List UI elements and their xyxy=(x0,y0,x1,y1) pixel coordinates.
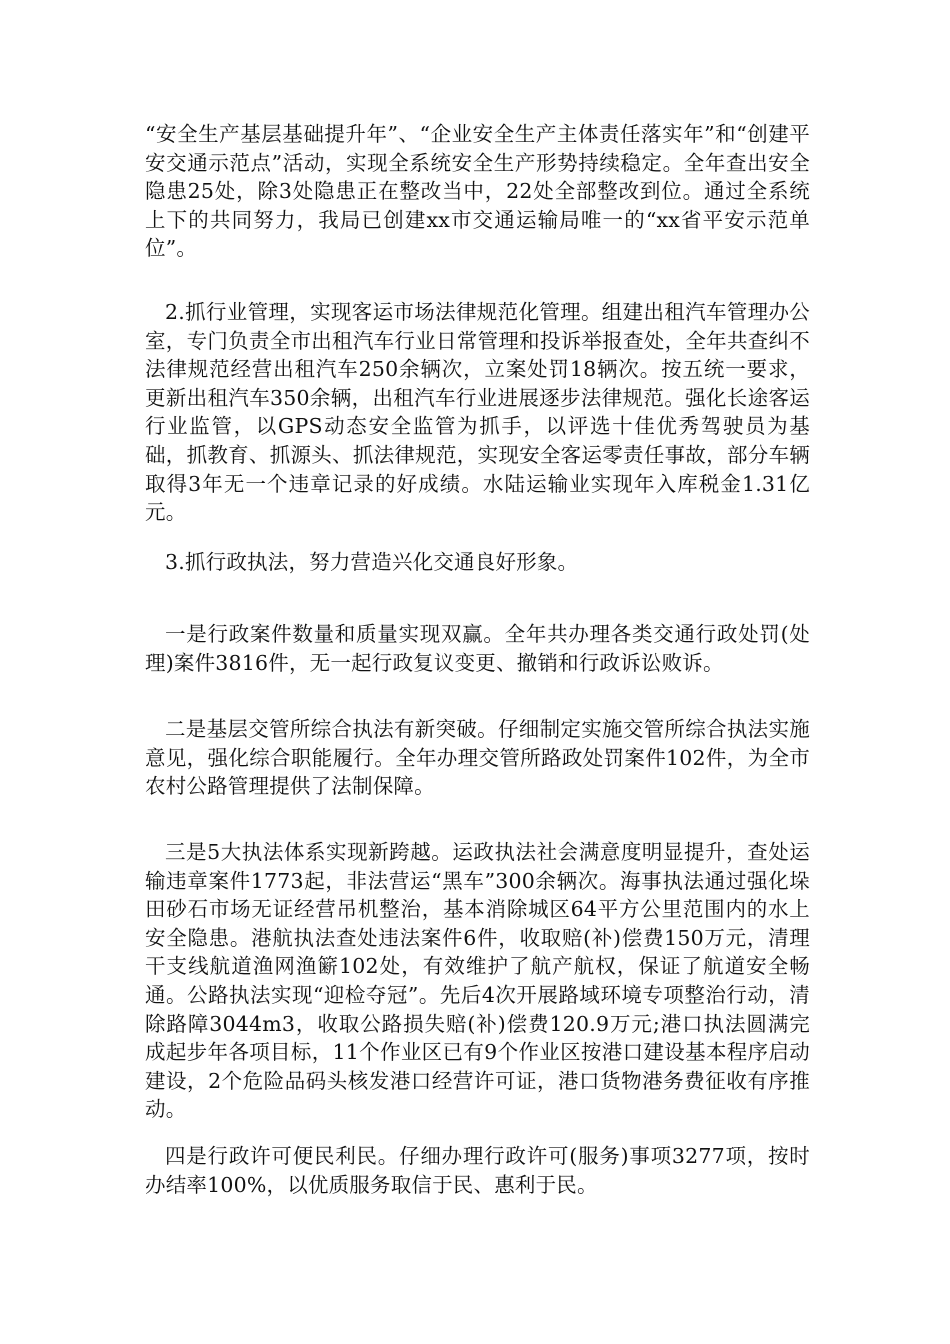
paragraph-grassroots-enforcement: 二是基层交管所综合执法有新突破。仔细制定实施交管所综合执法实施意见，强化综合职能履行。全年办理交管所路政处罚案件102件，为全市农村公路管理提供了法制保障。 xyxy=(145,717,810,799)
paragraph-administrative-enforcement-heading: 3.抓行政执法，努力营造兴化交通良好形象。 xyxy=(165,550,579,574)
paragraph-industry-management: 2.抓行业管理，实现客运市场法律规范化管理。组建出租汽车管理办公室，专门负责全市出租汽车行业日常管理和投诉举报查处，全年共查纠不法律规范经营出租汽车250余辆次，立案处罚18辆次。按五统一要求，更新出租汽车350余辆，出租汽车行业进展逐步法律规范。强化长途客运行业监管，以GPS动态安全监管为抓手，以评选十佳优秀驾驶员为基础，抓教育、抓源头、抓法律规范，实现安全客运零责任事故，部分车辆取得3年无一个违章记录的好成绩。水陆运输业实现年入库税金1.31亿元。 xyxy=(145,300,810,525)
paragraph-administrative-licensing: 四是行政许可便民利民。仔细办理行政许可(服务)事项3277项，按时办结率100%，以优质服务取信于民、惠利于民。 xyxy=(145,1144,810,1197)
paragraph-safety-activities: “安全生产基层基础提升年”、“企业安全生产主体责任落实年”和“创建平安交通示范点”活动，实现全系统安全生产形势持续稳定。全年查出安全隐患25处，除3处隐患正在整改当中，22处全部整改到位。通过全系统上下的共同努力，我局已创建xx市交通运输局唯一的“xx省平安示范单位”。 xyxy=(145,122,810,261)
paragraph-case-quantity-quality: 一是行政案件数量和质量实现双赢。全年共办理各类交通行政处罚(处理)案件3816件，无一起行政复议变更、撤销和行政诉讼败诉。 xyxy=(145,622,810,675)
paragraph-enforcement-systems: 三是5大执法体系实现新跨越。运政执法社会满意度明显提升，查处运输违章案件1773起，非法营运“黑车”300余辆次。海事执法通过强化垛田砂石市场无证经营吊机整治，基本消除城区64平方公里范围内的水上安全隐患。港航执法查处违法案件6件，收取赔(补)偿费150万元，清理干支线航道渔网渔簖102处，有效维护了航产航权，保证了航道安全畅通。公路执法实现“迎检夺冠”。先后4次开展路域环境专项整治行动，清除路障3044m3，收取公路损失赔(补)偿费120.9万元;港口执法圆满完成起步年各项目标，11个作业区已有9个作业区按港口建设基本程序启动建设，2个危险品码头核发港口经营许可证，港口货物港务费征收有序推动。 xyxy=(145,840,810,1122)
